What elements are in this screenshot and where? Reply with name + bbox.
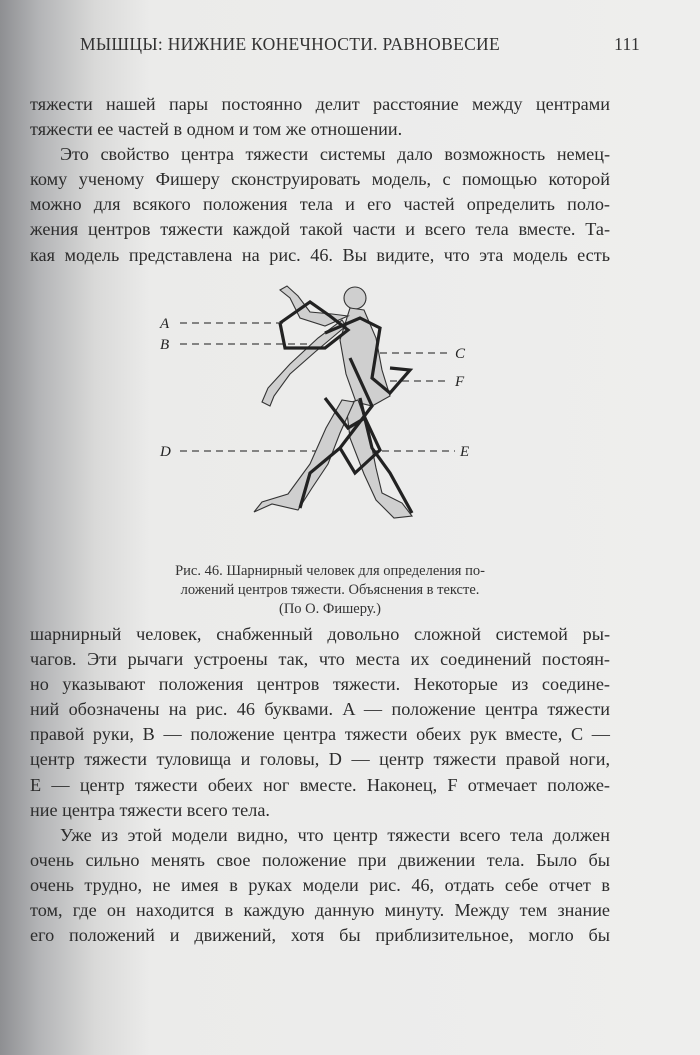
label-F: F: [455, 374, 465, 390]
paragraph-block-top: [30, 92, 610, 268]
paragraph-block-bottom: [30, 622, 610, 948]
text-line: шарнирный человек, снабженный довольно сложной системой ры-: [30, 624, 610, 644]
text-line: кая модель представлена на рис. 46. Вы видите, что эта модель есть: [30, 244, 610, 265]
label-D: D: [160, 444, 171, 460]
text-line: кому ученому Фишеру сконструировать модель, с помощью которой: [30, 169, 610, 190]
page-number: 111: [614, 34, 640, 54]
figure-46-jointed-man: [150, 278, 510, 548]
figure-caption: [130, 562, 530, 619]
caption-line: ложений центров тяжести. Объяснения в тексте.: [180, 582, 480, 598]
text-line: очень сильно менять свое положение при движении тела. Было бы: [30, 849, 610, 870]
text-line: его положений и движений, хотя бы приблизительное, могло бы: [30, 925, 610, 946]
text-line: E — центр тяжести обеих ног вместе. Наконец, F отмечает положе-: [30, 774, 610, 795]
text-line: можно для всякого положения тела и его частей определить поло-: [30, 194, 610, 215]
label-A: A: [160, 316, 170, 332]
text-line: чагов. Эти рычаги устроены так, что места их соединений постоян-: [30, 649, 610, 670]
text-line: жения центров тяжести каждой такой части и всего тела вместе. Та-: [30, 219, 610, 240]
text-line: ние центра тяжести всего тела.: [30, 799, 270, 820]
text-line: центр тяжести туловища и головы, D — центр тяжести правой ноги,: [30, 749, 610, 770]
chapter-title: МЫШЦЫ: НИЖНИЕ КОНЕЧНОСТИ. РАВНОВЕСИЕ: [80, 34, 500, 54]
text-line: но указывают положения центров тяжести. Некоторые из соедине-: [30, 674, 610, 695]
text-line: том, где он находится в каждую данную минуту. Между тем знание: [30, 900, 610, 921]
text-line: тяжести нашей пары постоянно делит расстояние между центрами: [30, 94, 610, 114]
text-line: Это свойство центра тяжести системы дало возможность немец-: [60, 144, 610, 165]
text-line: правой руки, B — положение центра тяжести обеих рук вместе, C —: [30, 724, 610, 745]
caption-line: Рис. 46. Шарнирный человек для определения по-: [175, 563, 485, 579]
label-E: E: [460, 444, 470, 460]
text-line: Уже из этой модели видно, что центр тяжести всего тела должен: [60, 824, 610, 845]
text-line: тяжести ее частей в одном и том же отношении.: [30, 119, 403, 140]
text-line: ний обозначены на рис. 46 буквами. A — положение центра тяжести: [30, 699, 610, 720]
label-B: B: [160, 337, 170, 353]
text-line: очень трудно, не имея в руках модели рис. 46, отдать себе отчет в: [30, 874, 610, 895]
caption-line: (По О. Фишеру.): [278, 601, 382, 617]
label-C: C: [455, 346, 466, 362]
